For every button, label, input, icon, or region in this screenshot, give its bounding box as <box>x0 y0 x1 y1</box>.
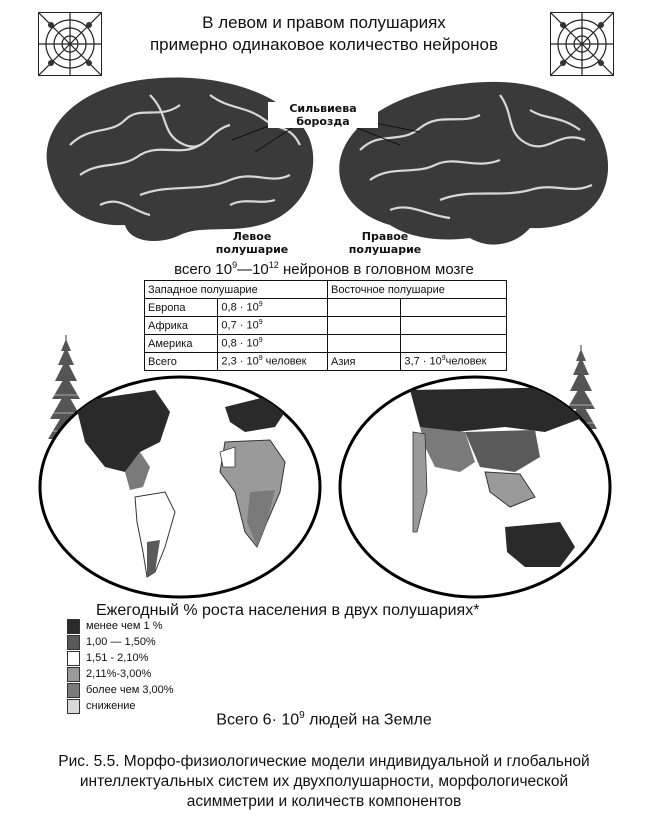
value-cell: $0,8 \cdot 10^9$ <box>218 299 328 317</box>
region-cell: Европа <box>145 299 218 317</box>
legend-swatch <box>67 635 80 650</box>
legend-item <box>67 682 174 698</box>
left-hemisphere-label <box>212 230 292 256</box>
figure-caption-line-2: интеллектуальных систем их двухполушарности, морфологической <box>79 773 569 790</box>
legend-swatch <box>67 667 80 682</box>
legend-swatch <box>67 619 80 634</box>
left-label-line-2: полушарие <box>215 243 289 256</box>
east-value-cell <box>401 335 507 353</box>
legend-title: Ежегодный % роста населения в двух полушариях* <box>96 602 480 619</box>
legend-label: более чем 3,00% <box>86 684 174 696</box>
region-cell: Всего <box>145 353 218 371</box>
value-cell: $2,3 \cdot 10^9$ человек <box>218 353 328 371</box>
sulcus-pointer-lines <box>0 0 648 260</box>
east-region-cell <box>328 335 401 353</box>
legend-label: 1,51 - 2,10% <box>86 652 149 664</box>
east-region-cell <box>328 317 401 335</box>
people-total: Всего $6\cdot 10^9$ людей на Земле <box>216 710 432 729</box>
legend-label: 1,00 — 1,50% <box>86 636 156 648</box>
table-row <box>145 335 507 353</box>
left-label-line-1: Левое <box>232 230 272 243</box>
eastern-hemisphere-map <box>335 372 615 602</box>
legend-swatch <box>67 651 80 666</box>
legend-item <box>67 650 174 666</box>
table-row <box>145 353 507 371</box>
right-label-line-1: Правое <box>361 230 409 243</box>
right-hemisphere-label <box>345 230 425 256</box>
header-line-1: В левом и правом полушариях <box>202 13 446 32</box>
table-row <box>145 317 507 335</box>
figure-caption-line-1: Рис. 5.5. Морфо-физиологические модели индивидуальной и глобальной <box>58 753 590 770</box>
legend-label: снижение <box>86 700 136 712</box>
right-label-line-2: полушарие <box>348 243 422 256</box>
legend-item <box>67 666 174 682</box>
legend-label: 2,11%-3,00% <box>86 668 152 680</box>
sulcus-label-line-2: борозда <box>296 115 350 128</box>
legend <box>67 618 174 714</box>
east-value-cell <box>401 299 507 317</box>
sulcus-label-line-1: Сильвиева <box>289 102 357 115</box>
east-value-cell <box>401 317 507 335</box>
east-region-cell <box>328 299 401 317</box>
population-table <box>144 280 507 371</box>
table-header-row <box>145 281 507 299</box>
sulcus-label <box>268 102 378 128</box>
west-header-cell: Западное полушарие <box>145 281 328 299</box>
figure-caption-line-3: асимметрии и количеств компонентов <box>186 793 462 810</box>
region-cell: Африка <box>145 317 218 335</box>
value-cell: $0,7 \cdot 10^9$ <box>218 317 328 335</box>
east-region-cell: Азия <box>328 353 401 371</box>
legend-item <box>67 618 174 634</box>
region-cell: Америка <box>145 335 218 353</box>
legend-label: менее чем 1 % <box>86 620 163 632</box>
legend-item <box>67 634 174 650</box>
east-header-cell: Восточное полушарие <box>328 281 507 299</box>
header-line-2: примерно одинаковое количество нейронов <box>149 35 499 54</box>
neurons-total: всего $10^9—10^{12}$ нейронов в головном мозге <box>174 260 474 278</box>
legend-swatch <box>67 683 80 698</box>
table-row <box>145 299 507 317</box>
value-cell: $0,8 \cdot 10^9$ <box>218 335 328 353</box>
east-value-cell: $3,7 \cdot 10^9человек$ <box>401 353 507 371</box>
western-hemisphere-map <box>35 372 325 602</box>
